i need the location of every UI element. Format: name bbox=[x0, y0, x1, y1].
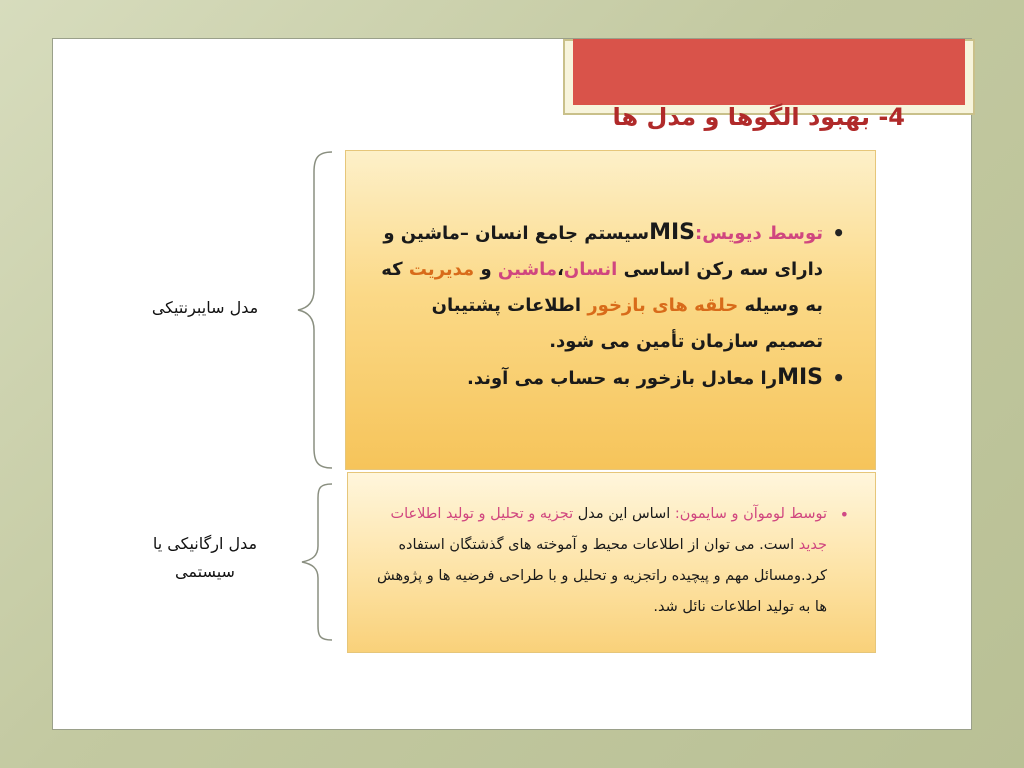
label-cybernetic-model: مدل سایبرنتیکی bbox=[151, 298, 259, 317]
brace-organic-icon bbox=[300, 482, 336, 642]
organic-text-2: است. می توان از اطلاعات محیط و آموخته های گذشتگان استفاده کرد.ومسائل مهم و پیچیده راتجزیه و تحلیل و با طراحی فرضیه ها و پژوهش ها به تولید اطلاعات نائل شد. bbox=[377, 537, 827, 615]
bullet-mis-feedback bbox=[376, 360, 845, 397]
and-word: و bbox=[474, 259, 498, 280]
highlight-human: انسان bbox=[563, 259, 618, 280]
brace-cybernetic-icon bbox=[296, 150, 336, 472]
highlight-machine: ماشین bbox=[497, 259, 558, 280]
cybernetic-model-box bbox=[345, 150, 876, 470]
mis-feedback-text: را معادل بازخور به حساب می آوند. bbox=[466, 368, 778, 389]
bullet-dot-icon: • bbox=[832, 221, 845, 245]
mis-term: MIS bbox=[649, 220, 696, 245]
highlight-analysis: تجزیه و تحلیل و تولید اطلاعات جدید bbox=[390, 506, 827, 553]
bullet-dot-icon: • bbox=[832, 366, 845, 390]
label-organic-model bbox=[130, 530, 280, 586]
highlight-feedback-loops: حلقه های بازخور bbox=[587, 295, 739, 316]
davis-text-1: سیستم جامع انسان –ماشین و دارای سه رکن اساسی bbox=[383, 223, 823, 280]
bullet-lemoigne-simon bbox=[374, 499, 849, 623]
bullet-davis bbox=[376, 215, 845, 360]
davis-text-3: اطلاعات پشتیبان تصمیم سازمان تأمین می شود. bbox=[431, 295, 823, 352]
mis-term: MIS bbox=[777, 365, 823, 390]
organic-text-1: اساس این مدل bbox=[573, 506, 675, 522]
title-bar bbox=[573, 39, 965, 105]
highlight-management: مدیریت bbox=[408, 259, 475, 280]
label-organic-line1: مدل ارگانیکی یا bbox=[152, 534, 258, 553]
davis-author: توسط دیویس: bbox=[695, 223, 823, 244]
label-organic-line2: سیستمی bbox=[175, 562, 235, 581]
davis-text-2: که به وسیله bbox=[381, 259, 823, 316]
organic-model-box bbox=[347, 472, 876, 653]
lemoigne-simon-author: توسط لوموآن و سایمون: bbox=[674, 506, 827, 522]
separator: ، bbox=[557, 259, 564, 280]
bullet-dot-icon: • bbox=[839, 505, 849, 524]
slide-heading: 4- بهبود الگوها و مدل ها bbox=[612, 103, 905, 131]
